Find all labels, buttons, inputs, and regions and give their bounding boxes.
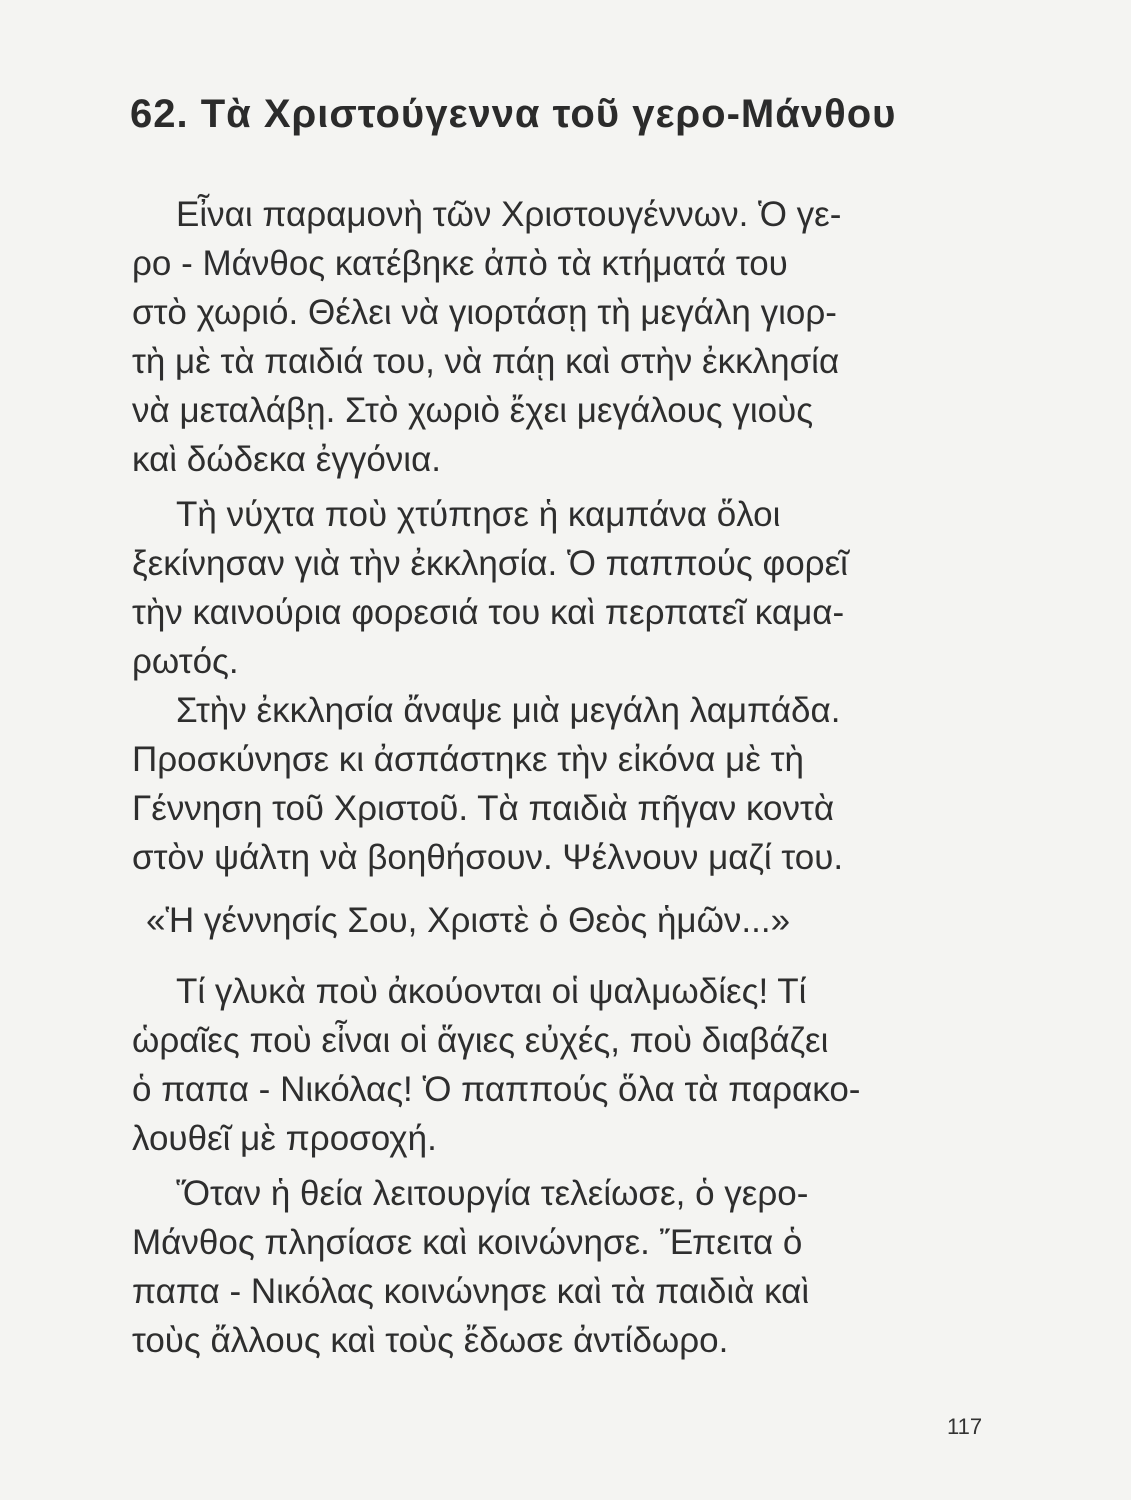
paragraph (132, 686, 982, 882)
text-line: τοὺς ἄλλους καὶ τοὺς ἔδωσε ἀντίδωρο. (132, 1321, 729, 1360)
paragraph (132, 190, 982, 484)
chapter-title: 62. Τὰ Χριστούγεννα τοῦ γερο-Μάνθου (130, 92, 897, 136)
text-line: στὸ χωριό. Θέλει νὰ γιορτάσῃ τὴ μεγάλη γιορ- (132, 293, 837, 332)
text-line: ὁ παπα - Νικόλας! Ὁ παππούς ὅλα τὰ παρακο- (132, 1070, 861, 1109)
page-number: 117 (947, 1414, 983, 1439)
text-line: τὴν καινούρια φορεσιά του καὶ περπατεῖ καμα- (132, 593, 845, 632)
text-line: ρο - Μάνθος κατέβηκε ἀπὸ τὰ κτήματά του (132, 244, 788, 283)
text-line: Γέννηση τοῦ Χριστοῦ. Τὰ παιδιὰ πῆγαν κοντὰ (132, 789, 835, 828)
text-line: Εἶναι παραμονὴ τῶν Χριστουγέννων. Ὁ γε- (176, 195, 842, 234)
text-line: λουθεῖ μὲ προσοχή. (132, 1119, 437, 1158)
hymn-quote (132, 896, 982, 945)
paragraph (132, 490, 982, 686)
text-line: Στὴν ἐκκλησία ἄναψε μιὰ μεγάλη λαμπάδα. (176, 691, 841, 730)
text-line: Μάνθος πλησίασε καὶ κοινώνησε. Ἔπειτα ὁ (132, 1223, 803, 1262)
body-text (132, 190, 982, 1365)
text-line: καὶ δώδεκα ἐγγόνια. (132, 440, 442, 479)
text-line: Προσκύνησε κι ἀσπάστηκε τὴν εἰκόνα μὲ τὴ (132, 740, 804, 779)
text-line: στὸν ψάλτη νὰ βοηθήσουν. Ψέλνουν μαζί του. (132, 838, 844, 877)
paragraph (132, 967, 982, 1163)
text-line: Τί γλυκὰ ποὺ ἀκούονται οἱ ψαλμωδίες! Τί (176, 972, 807, 1011)
text-line: ρωτός. (132, 642, 239, 681)
text-line: τὴ μὲ τὰ παιδιά του, νὰ πάῃ καὶ στὴν ἐκκλησία (132, 342, 840, 381)
text-line: Τὴ νύχτα ποὺ χτύπησε ἡ καμπάνα ὅλοι (176, 495, 781, 534)
text-line: ὡραῖες ποὺ εἶναι οἱ ἅγιες εὐχές, ποὺ διαβάζει (132, 1021, 829, 1060)
text-line: παπα - Νικόλας κοινώνησε καὶ τὰ παιδιὰ καὶ (132, 1272, 810, 1311)
text-line: «Ἡ γέννησίς Σου, Χριστὲ ὁ Θεὸς ἡμῶν...» (146, 901, 791, 940)
text-line: Ὅταν ἡ θεία λειτουργία τελείωσε, ὁ γερο- (176, 1174, 809, 1213)
text-line: ξεκίνησαν γιὰ τὴν ἐκκλησία. Ὁ παππούς φορεῖ (132, 544, 848, 583)
text-line: νὰ μεταλάβῃ. Στὸ χωριὸ ἔχει μεγάλους γιοὺς (132, 391, 814, 430)
paragraph (132, 1169, 982, 1365)
